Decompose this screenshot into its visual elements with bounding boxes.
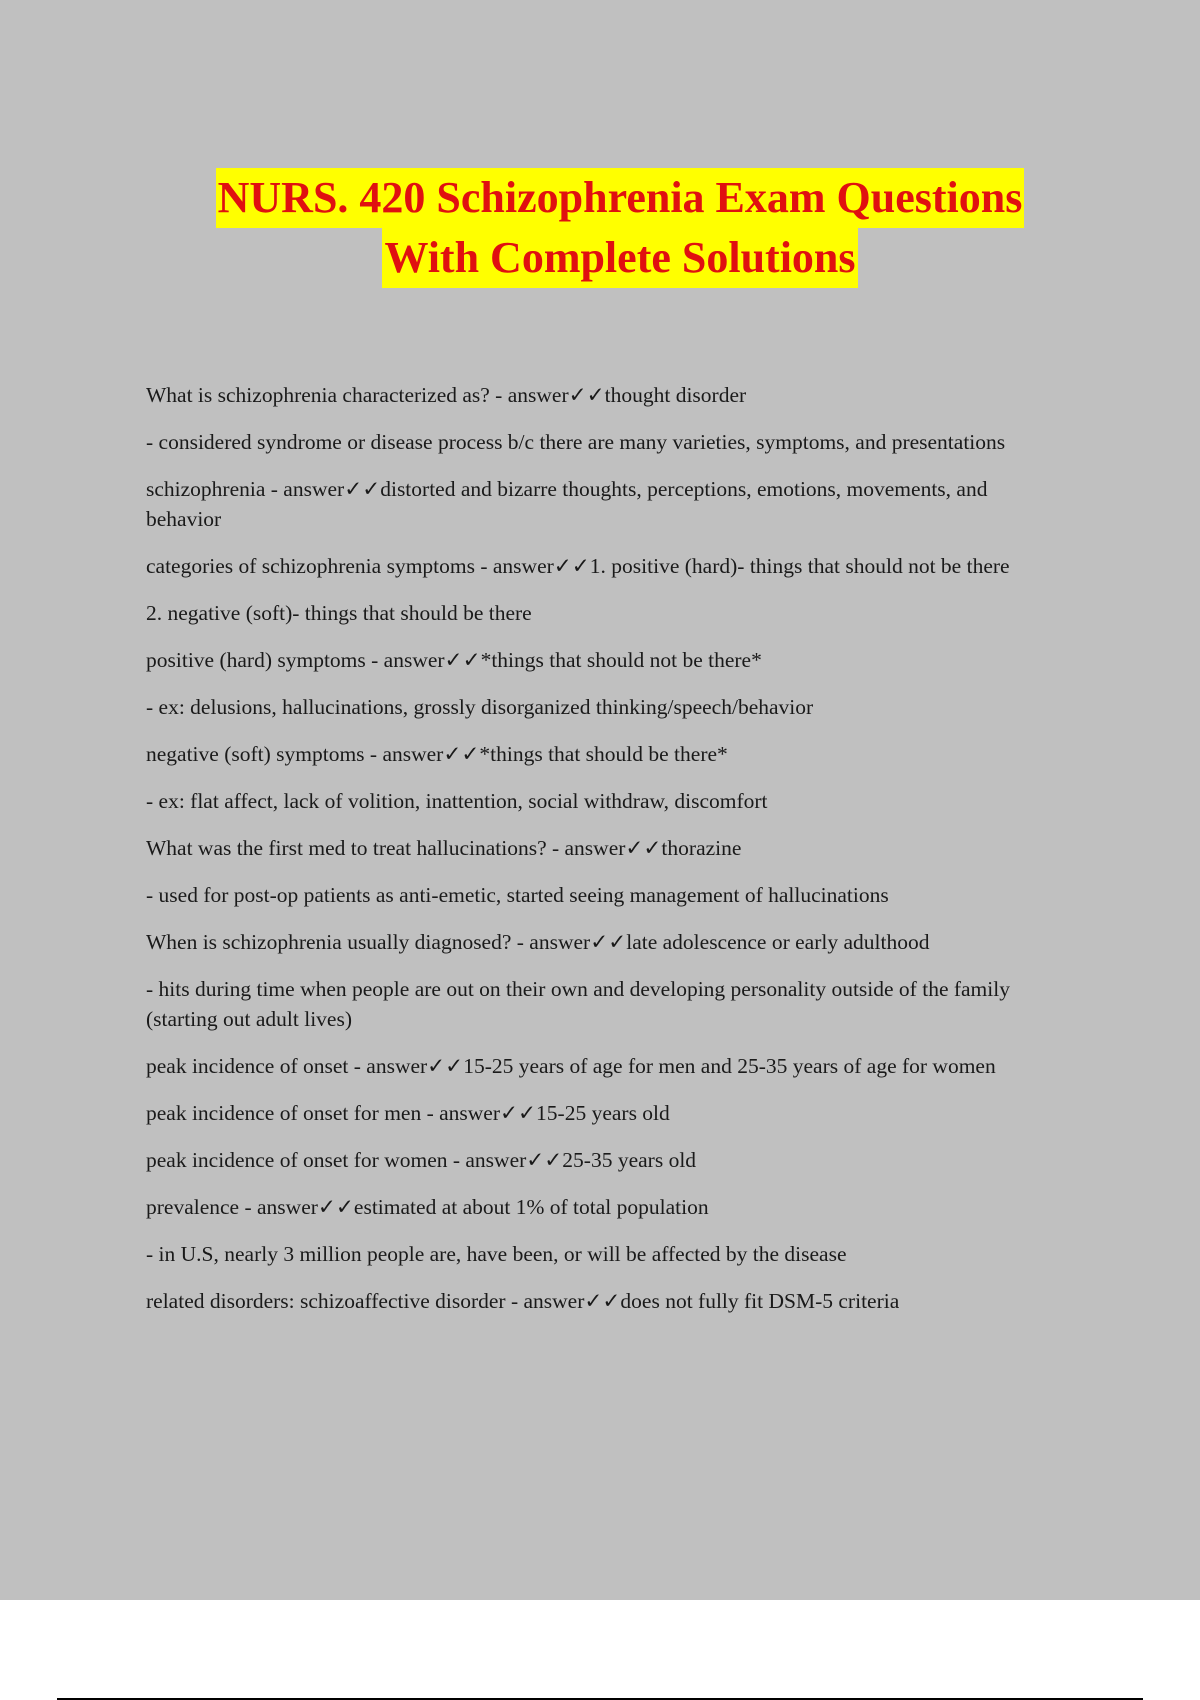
paragraph: - ex: flat affect, lack of volition, inattention, social withdraw, discomfort <box>146 789 768 813</box>
document-title <box>0 168 1200 288</box>
paragraph: 2. negative (soft)- things that should be there <box>146 601 532 625</box>
paragraph: peak incidence of onset - answer✓✓15-25 years of age for men and 25-35 years of age for women <box>146 1054 996 1078</box>
paragraph: What is schizophrenia characterized as? - answer✓✓thought disorder <box>146 383 747 407</box>
paragraph: related disorders: schizoaffective disorder - answer✓✓does not fully fit DSM-5 criteria <box>146 1289 900 1313</box>
paragraph: positive (hard) symptoms - answer✓✓*things that should not be there* <box>146 648 762 672</box>
title-line-1: NURS. 420 Schizophrenia Exam Questions <box>216 168 1025 228</box>
paragraph: - ex: delusions, hallucinations, grossly disorganized thinking/speech/behavior <box>146 695 814 719</box>
paragraph: - in U.S, nearly 3 million people are, have been, or will be affected by the disease <box>146 1242 847 1266</box>
paragraph: categories of schizophrenia symptoms - answer✓✓1. positive (hard)- things that should not be there <box>146 554 1010 578</box>
paragraph: peak incidence of onset for men - answer✓✓15-25 years old <box>146 1101 670 1125</box>
paragraph: - considered syndrome or disease process b/c there are many varieties, symptoms, and presentations <box>146 430 1006 454</box>
paragraph: peak incidence of onset for women - answer✓✓25-35 years old <box>146 1148 697 1172</box>
paragraph: negative (soft) symptoms - answer✓✓*things that should be there* <box>146 742 728 766</box>
paragraph: schizophrenia - answer✓✓distorted and bizarre thoughts, perceptions, emotions, movements, and behavior <box>146 477 988 531</box>
paragraph: What was the first med to treat hallucinations? - answer✓✓thorazine <box>146 836 742 860</box>
paragraph: prevalence - answer✓✓estimated at about 1% of total population <box>146 1195 709 1219</box>
title-line-2: With Complete Solutions <box>382 228 857 288</box>
paragraph: - hits during time when people are out on their own and developing personality outside of the family (starting out adult lives) <box>146 977 1010 1031</box>
paragraph: - used for post-op patients as anti-emetic, started seeing management of hallucinations <box>146 883 889 907</box>
document-body <box>146 380 1066 1333</box>
paragraph: When is schizophrenia usually diagnosed? - answer✓✓late adolescence or early adulthood <box>146 930 930 954</box>
